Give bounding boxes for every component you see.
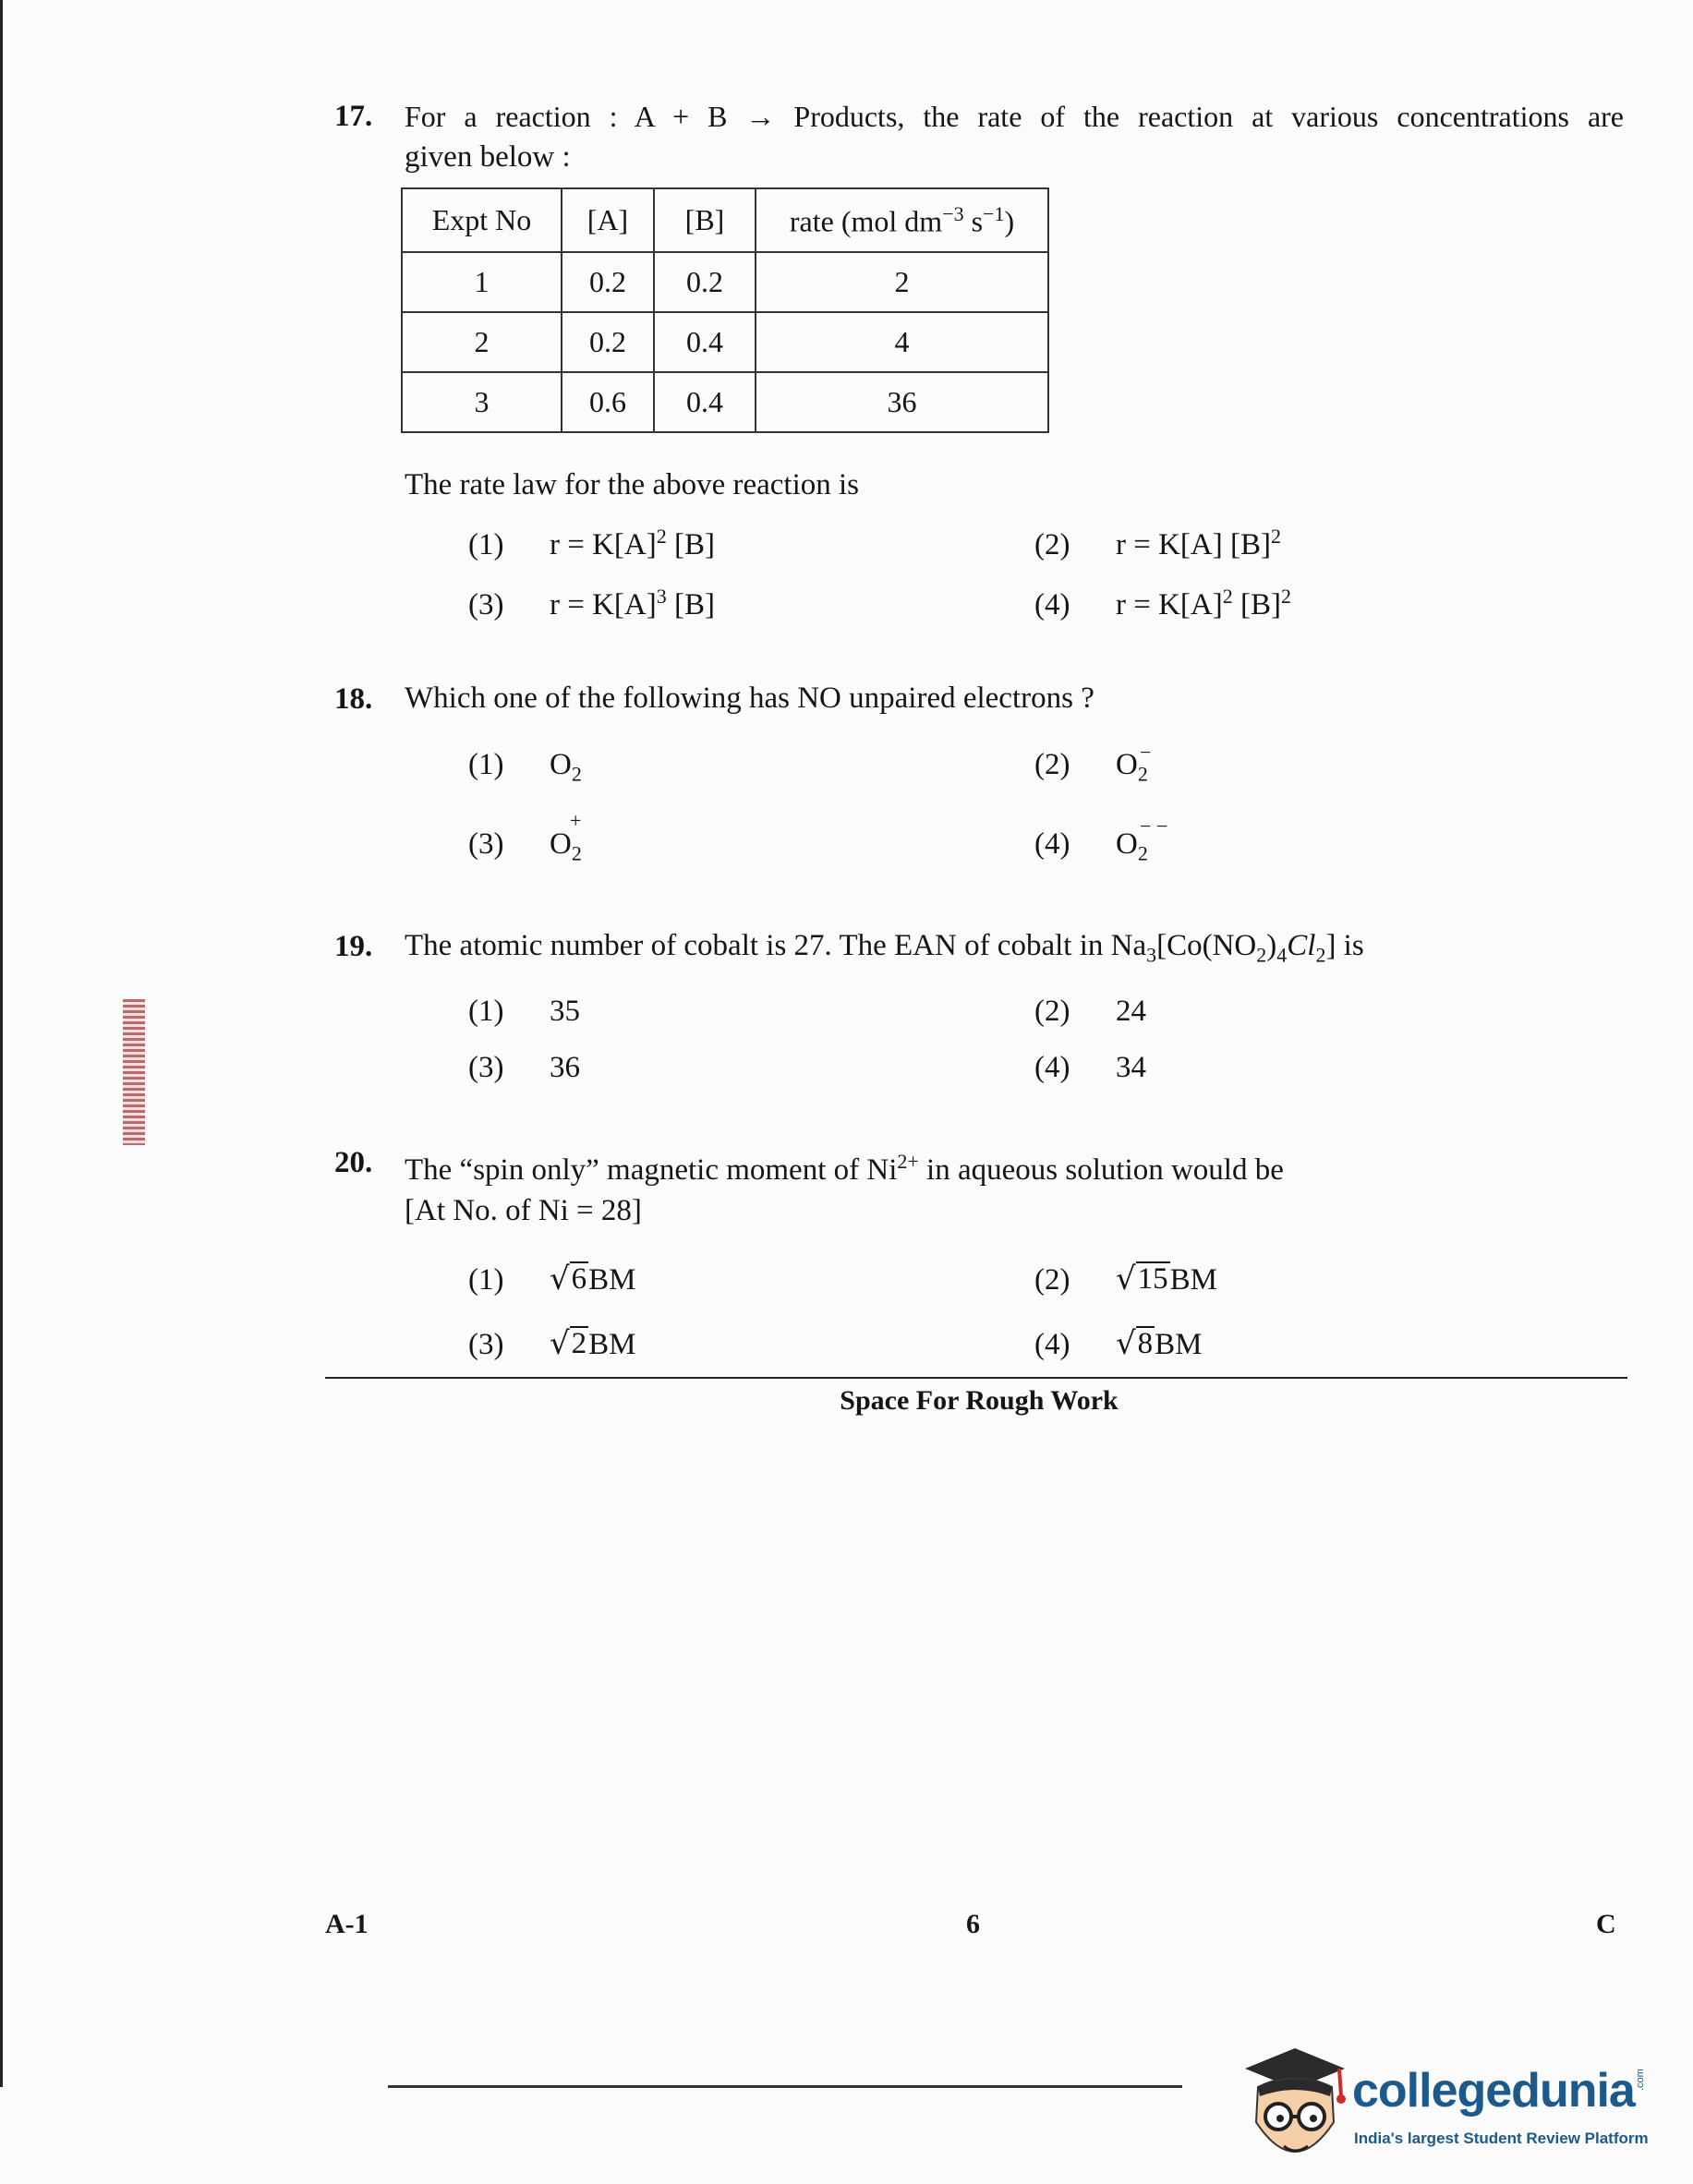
rate-data-table xyxy=(401,187,1049,433)
scan-bottom-line xyxy=(388,2085,1182,2088)
question-19-sub: 3 xyxy=(1146,943,1157,967)
question-18-option-2[interactable] xyxy=(1034,741,1152,787)
question-20-line1 xyxy=(405,1141,1284,1190)
question-18-option-3[interactable] xyxy=(468,809,582,866)
scan-binding-mark xyxy=(123,999,145,1145)
option-label: (2) xyxy=(1034,528,1070,561)
question-19-option-1[interactable] xyxy=(468,995,580,1029)
question-20-number: 20. xyxy=(334,1146,373,1179)
question-20-option-2[interactable] xyxy=(1034,1261,1217,1297)
sqrt-icon: √ xyxy=(550,1325,570,1362)
rate-header-prefix: rate (mol dm xyxy=(789,204,943,238)
option-charge: − − xyxy=(1140,814,1168,838)
option-label: (4) xyxy=(1034,588,1070,621)
option-text: [B] xyxy=(666,528,715,561)
option-label: (1) xyxy=(468,1263,504,1297)
table-cell: 4 xyxy=(756,312,1048,372)
option-exp: 2 xyxy=(656,525,667,548)
sqrt-icon: √ xyxy=(1116,1325,1136,1362)
table-cell: 0.2 xyxy=(654,252,756,312)
option-text: [B] xyxy=(666,588,715,621)
table-header-expt: Expt No xyxy=(402,188,562,252)
question-17-option-3[interactable] xyxy=(468,585,715,622)
option-label: (3) xyxy=(468,827,504,861)
question-19-option-3[interactable] xyxy=(468,1051,580,1085)
option-text: r = K[A] xyxy=(550,528,657,561)
option-label: (3) xyxy=(468,588,504,621)
option-formula: O xyxy=(1116,748,1138,781)
option-value: 36 xyxy=(550,1051,580,1084)
option-exp: 2 xyxy=(1270,525,1281,548)
rate-header-exp2: −1 xyxy=(983,201,1005,225)
table-cell: 0.4 xyxy=(654,372,756,432)
table-header-b: [B] xyxy=(654,188,756,252)
brand-domain-suffix: .com xyxy=(1635,2069,1646,2091)
option-formula: O xyxy=(550,748,572,781)
question-20-option-4[interactable] xyxy=(1034,1326,1203,1362)
table-row xyxy=(402,372,1048,432)
table-row xyxy=(402,312,1048,372)
table-cell: 0.2 xyxy=(562,312,654,372)
question-17-prompt: The rate law for the above reaction is xyxy=(405,468,860,501)
table-header-rate xyxy=(756,188,1048,252)
option-text: [B] xyxy=(1232,588,1281,621)
option-unit: BM xyxy=(588,1328,636,1361)
option-exp: 2 xyxy=(1281,585,1291,608)
collegedunia-watermark xyxy=(1238,2043,1653,2181)
question-20-option-1[interactable] xyxy=(468,1261,636,1297)
option-radicand: 2 xyxy=(571,1327,587,1360)
question-18-number: 18. xyxy=(334,682,373,716)
table-cell: 3 xyxy=(402,372,562,432)
booklet-series: C xyxy=(1596,1909,1616,1939)
table-header-a: [A] xyxy=(562,188,654,252)
table-cell: 0.2 xyxy=(562,252,654,312)
table-row xyxy=(402,252,1048,312)
table-cell: 36 xyxy=(756,372,1048,432)
question-17-option-2[interactable] xyxy=(1034,525,1281,562)
option-formula: O xyxy=(1116,827,1138,861)
table-cell: 2 xyxy=(756,252,1048,312)
option-label: (2) xyxy=(1034,995,1070,1028)
option-exp: 2 xyxy=(1222,585,1233,608)
option-value: 24 xyxy=(1116,995,1146,1028)
question-19-text-part: ) xyxy=(1266,929,1277,962)
brand-name: collegedunia xyxy=(1352,2064,1635,2118)
question-19-text-part: The atomic number of cobalt is 27. The EAN of cobalt in Na xyxy=(405,929,1147,962)
question-18-option-4[interactable] xyxy=(1034,814,1168,866)
option-label: (4) xyxy=(1034,1328,1070,1361)
question-19-text-part: [Co(NO xyxy=(1156,929,1257,962)
option-sqrt xyxy=(550,1325,588,1362)
option-label: (2) xyxy=(1034,1263,1070,1297)
question-17-option-1[interactable] xyxy=(468,525,715,562)
question-19-sub: 2 xyxy=(1256,943,1267,967)
option-text: r = K[A] [B] xyxy=(1116,528,1271,561)
option-unit: BM xyxy=(1155,1328,1203,1361)
option-unit: BM xyxy=(588,1263,636,1297)
question-19-text-part: ] is xyxy=(1325,929,1364,962)
option-exp: 3 xyxy=(656,585,667,608)
option-sqrt xyxy=(550,1261,588,1295)
option-label: (1) xyxy=(468,995,504,1028)
question-19-text-part: Cl xyxy=(1287,929,1316,962)
mascot-logo-icon xyxy=(1238,2043,1348,2181)
table-cell: 1 xyxy=(402,252,562,312)
question-19-option-4[interactable] xyxy=(1034,1051,1146,1085)
question-20-line2: [At No. of Ni = 28] xyxy=(405,1194,642,1227)
rate-header-suffix: ) xyxy=(1004,204,1015,238)
question-17-text xyxy=(405,96,1624,177)
question-19-sub: 4 xyxy=(1276,943,1288,967)
option-text: r = K[A] xyxy=(1116,588,1223,621)
question-20-ion-charge: 2+ xyxy=(897,1150,919,1173)
option-label: (3) xyxy=(468,1328,504,1361)
option-label: (1) xyxy=(468,748,504,781)
option-charge: − xyxy=(1140,741,1152,764)
option-radicand: 6 xyxy=(571,1262,587,1296)
table-header-row xyxy=(402,188,1048,252)
option-subscript: 2 xyxy=(1137,841,1148,865)
question-18-option-1[interactable] xyxy=(468,748,582,787)
question-17-number: 17. xyxy=(334,100,373,133)
rough-work-divider xyxy=(325,1377,1627,1379)
question-19-sub: 2 xyxy=(1315,943,1326,967)
question-20-option-3[interactable] xyxy=(468,1326,636,1362)
option-label: (3) xyxy=(468,1051,504,1084)
sqrt-icon: √ xyxy=(550,1261,570,1297)
footer-code: A-1 xyxy=(325,1909,369,1939)
option-sqrt xyxy=(1116,1261,1170,1295)
option-subscript: 2 xyxy=(571,841,582,865)
option-radicand: 8 xyxy=(1137,1327,1154,1360)
option-label: (4) xyxy=(1034,827,1070,861)
question-17-line2: given below : xyxy=(405,140,571,174)
sqrt-icon: √ xyxy=(1116,1261,1136,1297)
question-20-text-part: in aqueous solution would be xyxy=(918,1153,1284,1187)
rate-header-mid: s xyxy=(963,204,984,238)
option-label: (2) xyxy=(1034,748,1070,781)
rate-header-exp1: −3 xyxy=(942,201,964,225)
option-label: (4) xyxy=(1034,1051,1070,1084)
table-cell: 0.6 xyxy=(562,372,654,432)
table-cell: 0.4 xyxy=(654,312,756,372)
option-subscript: 2 xyxy=(571,762,582,786)
question-19-number: 19. xyxy=(334,930,373,963)
question-20-text xyxy=(405,1141,1284,1231)
question-18-text: Which one of the following has NO unpaired electrons ? xyxy=(405,682,1094,715)
option-value: 35 xyxy=(550,995,580,1028)
question-19-text xyxy=(405,925,1364,976)
table-cell: 2 xyxy=(402,312,562,372)
option-subscript: 2 xyxy=(1137,762,1148,786)
option-unit: BM xyxy=(1169,1263,1218,1297)
option-formula: O xyxy=(550,827,572,861)
question-20-text-part: The “spin only” magnetic moment of Ni xyxy=(405,1153,898,1187)
page-number: 6 xyxy=(966,1909,980,1939)
option-value: 34 xyxy=(1116,1051,1146,1084)
option-radicand: 15 xyxy=(1137,1262,1168,1296)
option-text: r = K[A] xyxy=(550,588,657,621)
question-17-option-4[interactable] xyxy=(1034,585,1291,622)
option-label: (1) xyxy=(468,528,504,561)
scan-left-edge xyxy=(0,0,3,2087)
option-sqrt xyxy=(1116,1325,1155,1362)
brand-tagline: India's largest Student Review Platform xyxy=(1354,2130,1649,2147)
question-17-line1: For a reaction : A + B → Products, the rate of the reaction at various concentrations are xyxy=(405,100,1624,133)
question-19-option-2[interactable] xyxy=(1034,995,1146,1029)
option-charge: + xyxy=(570,809,582,832)
rough-work-label: Space For Rough Work xyxy=(840,1385,1119,1416)
